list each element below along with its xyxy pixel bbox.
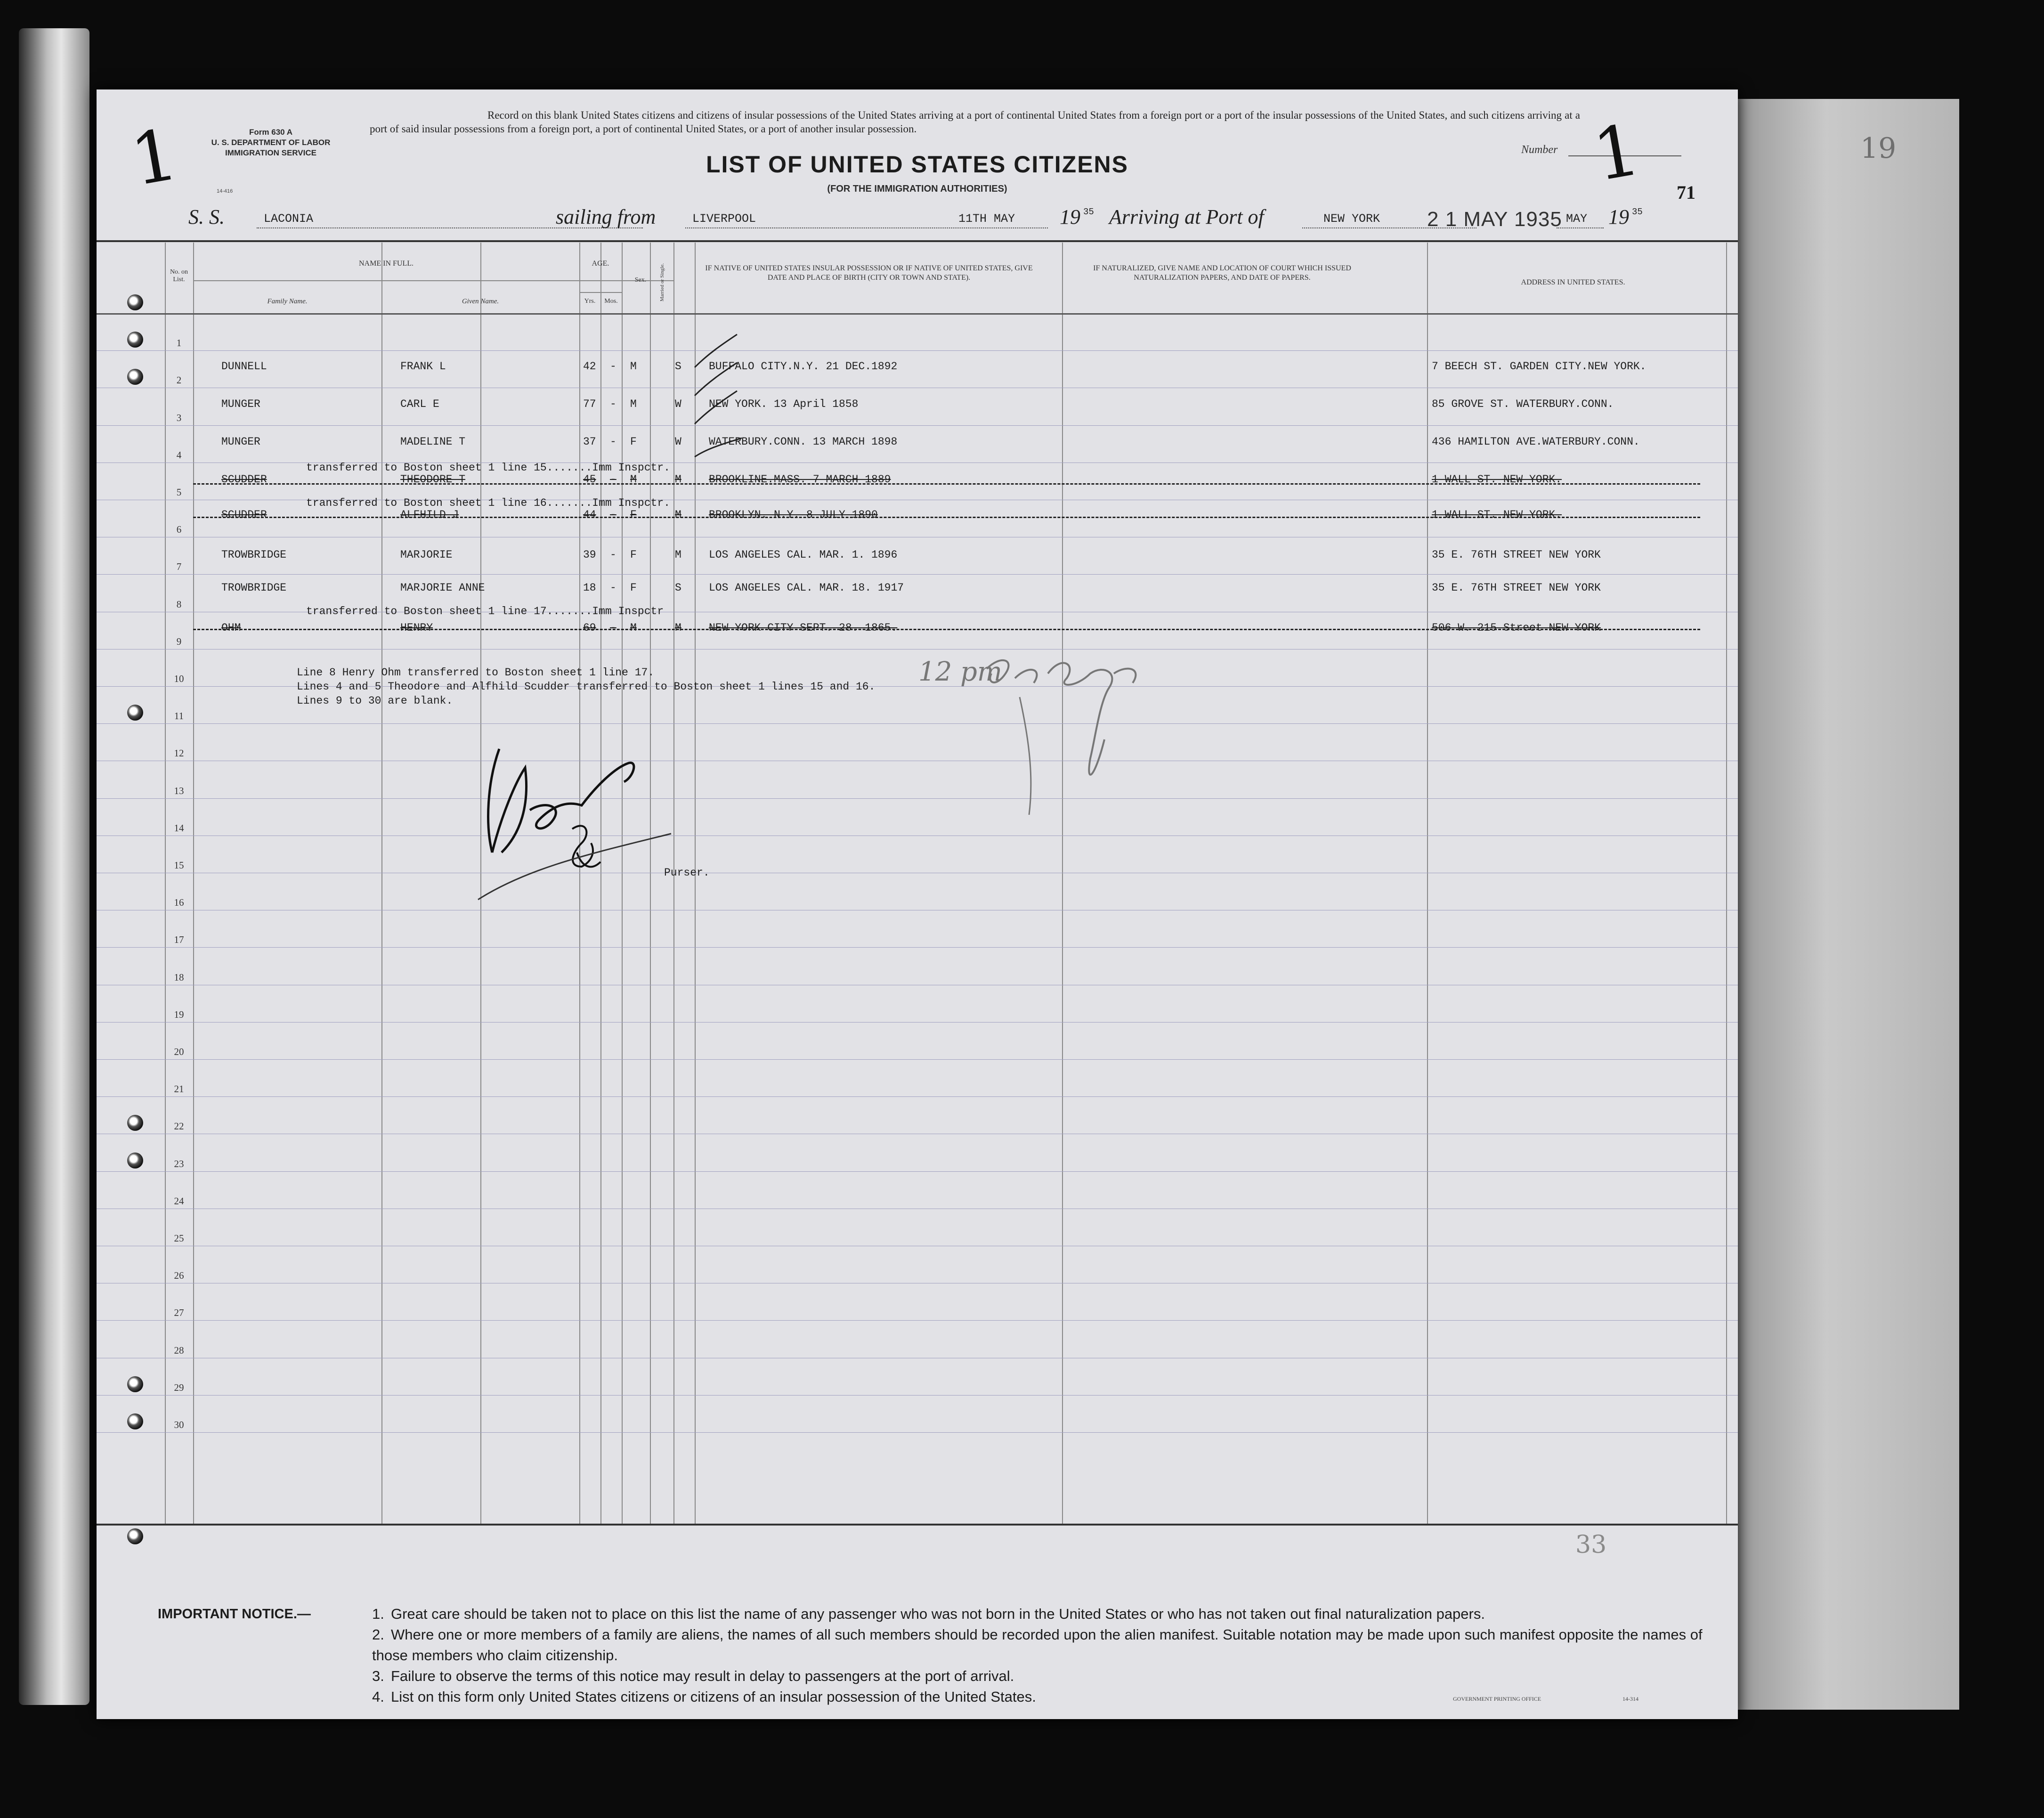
cell-family: SCUDDER xyxy=(221,473,267,486)
cell-ms: M xyxy=(675,622,681,634)
header-name-in-full: NAME IN FULL. xyxy=(359,260,414,268)
cell-sex: F xyxy=(630,582,637,594)
cell-birth: WATERBURY.CONN. 13 MARCH 1898 xyxy=(709,436,898,448)
hand-number-left: 1 xyxy=(125,114,184,202)
header-naturalized: IF NATURALIZED, GIVE NAME AND LOCATION OF COURT WHICH ISSUED NATURALIZATION PAPERS, AND DATE OF PAPERS. xyxy=(1093,264,1351,282)
cell-address: 35 E. 76TH STREET NEW YORK xyxy=(1432,549,1601,561)
arrive-year: 35 xyxy=(1632,207,1643,217)
cell-birth: BROOKLYN. N.Y. 8 JULY 1890 xyxy=(709,509,878,521)
header-top-rule xyxy=(97,240,1738,242)
cell-given: CARL E xyxy=(400,398,439,410)
cell-birth: LOS ANGELES CAL. MAR. 1. 1896 xyxy=(709,549,898,561)
inspector-signature xyxy=(907,645,1152,843)
row-number: 6 xyxy=(176,524,182,536)
row-number: 27 xyxy=(174,1307,184,1319)
column-divider xyxy=(1427,243,1428,1524)
header-married: Married or Single. xyxy=(659,263,665,302)
sail-date-underline xyxy=(949,227,1048,228)
row-number: 19 xyxy=(174,1008,184,1020)
notice-title: IMPORTANT NOTICE.— xyxy=(158,1607,311,1622)
cell-sex: M xyxy=(630,622,637,634)
header-sex: Sex. xyxy=(634,276,647,284)
binder-hole xyxy=(127,1115,143,1131)
binder-hole xyxy=(127,332,143,348)
page-number: 71 xyxy=(1677,182,1695,203)
cell-given: FRANK L xyxy=(400,360,446,373)
cell-age: 37 xyxy=(583,436,596,448)
row-number: 2 xyxy=(176,374,182,386)
strike-line-4 xyxy=(193,483,1700,485)
port-from: LIVERPOOL xyxy=(692,212,756,226)
arrive-year-prefix: 19 xyxy=(1608,205,1629,228)
remark-lines-4-5: Lines 4 and 5 Theodore and Alfhild Scudder transferred to Boston sheet 1 lines 15 and 16. xyxy=(297,681,876,693)
cell-mos: - xyxy=(610,360,616,373)
header-family-name: Family Name. xyxy=(267,298,308,305)
row-number: 5 xyxy=(176,487,182,498)
strike-line-8 xyxy=(193,629,1700,630)
row-number: 24 xyxy=(174,1195,184,1207)
cell-age: 69 xyxy=(583,622,596,634)
row-rule xyxy=(97,1432,1738,1433)
row-rule xyxy=(97,574,1738,575)
cell-birth: BROOKLINE.MASS. 7 MARCH 1889 xyxy=(709,473,891,486)
cell-given: HENRY xyxy=(400,622,433,634)
header-given-name: Given Name. xyxy=(462,298,499,305)
notice-item xyxy=(372,1604,1705,1624)
notice-item-number: 3. xyxy=(372,1668,384,1684)
cell-ms: W xyxy=(675,436,681,448)
side-page-mark: 19 xyxy=(1860,132,1897,165)
department-label: U. S. DEPARTMENT OF LABOR xyxy=(211,138,331,147)
cell-age: 45 xyxy=(583,473,596,486)
record-instructions: Record on this blank United States citizens and citizens of insular possessions of the United States arriving at a port of continental United States from a foreign port or a port of the insular possessions of the United States, and such citizens arriving at a port of said insular possessions from a foreign port, a port of continental United States, or a port of another insular possession. xyxy=(370,109,1580,135)
binder-hole xyxy=(127,1152,143,1169)
row-rule xyxy=(97,350,1738,351)
pencil-number: 33 xyxy=(1575,1531,1607,1559)
row-number: 7 xyxy=(176,561,182,573)
column-divider xyxy=(1062,243,1063,1524)
notice-item xyxy=(372,1666,1705,1687)
sailing-label: sailing from xyxy=(556,205,656,228)
header-birth: IF NATIVE OF UNITED STATES INSULAR POSSESSION OR IF NATIVE OF UNITED STATES, GIVE DATE AND PLACE OF BIRTH (CITY OR TOWN AND STATE). xyxy=(705,264,1033,282)
purser-label: Purser. xyxy=(664,867,710,879)
manifest-page xyxy=(97,89,1738,1719)
cell-given: MARJORIE xyxy=(400,549,453,561)
binder-hole xyxy=(127,1528,143,1544)
cell-given: ALFHILD J xyxy=(400,509,459,521)
cell-address: 85 GROVE ST. WATERBURY.CONN. xyxy=(1432,398,1614,410)
row-rule xyxy=(97,1059,1738,1060)
cell-family: DUNNELL xyxy=(221,360,267,373)
sail-date: 11TH MAY xyxy=(958,212,1015,226)
notice-item-number: 1. xyxy=(372,1606,384,1622)
row-number: 21 xyxy=(174,1083,184,1095)
row-number: 13 xyxy=(174,785,184,796)
voyage-row xyxy=(97,205,1738,233)
cell-address: 506 W. 215 Street NEW YORK xyxy=(1432,622,1601,634)
arrival-date-stamp: 2 1 MAY 1935 xyxy=(1427,208,1562,231)
cell-ms: M xyxy=(675,509,681,521)
cell-address: 1 WALL ST. NEW YORK. xyxy=(1432,509,1562,521)
port-to: NEW YORK xyxy=(1323,212,1380,226)
strike-line-5 xyxy=(193,517,1700,518)
transfer-note-line-5: transferred to Boston sheet 1 line 16.......Imm Inspctr. xyxy=(306,497,670,509)
page-subtitle: (FOR THE IMMIGRATION AUTHORITIES) xyxy=(827,184,1007,194)
binder-hole xyxy=(127,294,143,310)
ss-label: S. S. xyxy=(188,205,225,228)
notice-item-text: List on this form only United States citizens or citizens of an insular possession of the United States. xyxy=(391,1688,1036,1705)
cell-age: 77 xyxy=(583,398,596,410)
year-prefix: 19 xyxy=(1060,205,1080,228)
column-divider xyxy=(1726,243,1727,1524)
cell-sex: M xyxy=(630,398,637,410)
row-rule xyxy=(97,1171,1738,1172)
cell-age: 42 xyxy=(583,360,596,373)
row-number: 22 xyxy=(174,1120,184,1132)
row-number: 18 xyxy=(174,971,184,983)
binder-hole xyxy=(127,369,143,385)
row-number: 26 xyxy=(174,1270,184,1282)
row-number: 23 xyxy=(174,1158,184,1169)
row-rule xyxy=(97,1096,1738,1097)
gpo-code: 14-314 xyxy=(1622,1696,1638,1702)
page-title: LIST OF UNITED STATES CITIZENS xyxy=(706,151,1129,178)
table-bottom-rule xyxy=(97,1524,1738,1526)
row-number: 1 xyxy=(176,337,182,349)
row-rule xyxy=(97,1022,1738,1023)
transfer-note-line-4: transferred to Boston sheet 1 line 15.......Imm Inspctr. xyxy=(306,462,670,474)
header-mos: Mos. xyxy=(604,298,618,305)
row-number: 17 xyxy=(174,934,184,946)
row-rule xyxy=(97,947,1738,948)
row-number: 10 xyxy=(174,673,184,684)
arrive-month: MAY xyxy=(1566,212,1588,226)
notice-item-text: Great care should be taken not to place on this list the name of any passenger who was not born in the United States or who has not taken out final naturalization papers. xyxy=(391,1606,1485,1622)
cell-birth: NEW YORK CITY SEPT. 28. 1865. xyxy=(709,622,898,634)
inspector-time: 12 pm xyxy=(918,657,1003,687)
cell-address: 35 E. 76TH STREET NEW YORK xyxy=(1432,582,1601,594)
row-number: 30 xyxy=(174,1419,184,1430)
row-number: 4 xyxy=(176,449,182,461)
name-subheader-rule xyxy=(193,280,673,281)
row-number: 29 xyxy=(174,1381,184,1393)
row-number: 28 xyxy=(174,1344,184,1356)
cell-sex: F xyxy=(630,436,637,448)
cell-mos: - xyxy=(610,549,616,561)
row-number: 9 xyxy=(176,635,182,647)
column-divider xyxy=(165,243,166,1524)
cell-age: 39 xyxy=(583,549,596,561)
notice-list xyxy=(372,1604,1705,1707)
notice-item-number: 2. xyxy=(372,1626,384,1643)
row-rule xyxy=(97,1395,1738,1396)
header-no-on-list: No. on List. xyxy=(170,268,188,283)
row-rule xyxy=(97,1320,1738,1321)
cell-sex: F xyxy=(630,549,637,561)
binder-strip xyxy=(19,28,89,1705)
header-age: AGE. xyxy=(592,260,609,268)
remark-line-8: Line 8 Henry Ohm transferred to Boston sheet 1 line 17. xyxy=(297,666,655,679)
cell-birth: BUFFALO CITY.N.Y. 21 DEC.1892 xyxy=(709,360,898,373)
hand-number-right: 1 xyxy=(1587,109,1646,197)
cell-mos: - xyxy=(610,473,616,486)
column-divider xyxy=(381,243,382,1524)
cell-age: 44 xyxy=(583,509,596,521)
cell-ms: S xyxy=(675,360,681,373)
cell-given: THEODORE T xyxy=(400,473,466,486)
cell-given: MADELINE T xyxy=(400,436,466,448)
header-address: ADDRESS IN UNITED STATES. xyxy=(1521,278,1625,286)
cell-family: MUNGER xyxy=(221,436,260,448)
manifest-sheet xyxy=(97,89,1738,1719)
column-divider xyxy=(193,243,194,1524)
cell-ms: M xyxy=(675,473,681,486)
cell-mos: - xyxy=(610,398,616,410)
purser-signature xyxy=(473,711,709,956)
cell-sex: F xyxy=(630,509,637,521)
cell-given: MARJORIE ANNE xyxy=(400,582,485,594)
cell-family: MUNGER xyxy=(221,398,260,410)
binder-hole xyxy=(127,705,143,721)
form-code: 14-416 xyxy=(217,188,233,194)
age-subheader-rule xyxy=(579,292,622,293)
sail-year: 35 xyxy=(1083,207,1094,217)
cell-ms: M xyxy=(675,549,681,561)
remark-blank-lines: Lines 9 to 30 are blank. xyxy=(297,695,453,707)
cell-birth: LOS ANGELES CAL. MAR. 18. 1917 xyxy=(709,582,904,594)
row-number: 20 xyxy=(174,1046,184,1057)
row-number: 25 xyxy=(174,1233,184,1244)
row-number: 8 xyxy=(176,598,182,610)
cell-sex: M xyxy=(630,360,637,373)
row-number: 15 xyxy=(174,860,184,871)
arriving-label: Arriving at Port of xyxy=(1109,205,1264,228)
notice-item-number: 4. xyxy=(372,1688,384,1705)
cell-age: 18 xyxy=(583,582,596,594)
row-number: 14 xyxy=(174,822,184,834)
transfer-note-line-8: transferred to Boston sheet 1 line 17.......Imm Inspctr xyxy=(306,605,664,617)
cell-mos: - xyxy=(610,622,616,634)
notice-item-text: Failure to observe the terms of this notice may result in delay to passengers at the port of arrival. xyxy=(391,1668,1014,1684)
cell-ms: W xyxy=(675,398,681,410)
row-number: 3 xyxy=(176,412,182,423)
cell-address: 7 BEECH ST. GARDEN CITY.NEW YORK. xyxy=(1432,360,1647,373)
cell-family: TROWBRIDGE xyxy=(221,582,287,594)
row-number: 16 xyxy=(174,897,184,909)
cell-address: 436 HAMILTON AVE.WATERBURY.CONN. xyxy=(1432,436,1640,448)
cell-family: TROWBRIDGE xyxy=(221,549,287,561)
cell-sex: M xyxy=(630,473,637,486)
row-rule xyxy=(97,425,1738,426)
service-label: IMMIGRATION SERVICE xyxy=(225,148,316,157)
header-yrs: Yrs. xyxy=(584,298,596,305)
notice-item xyxy=(372,1624,1705,1666)
number-label: Number xyxy=(1521,144,1558,156)
ship-name: LACONIA xyxy=(264,212,314,226)
cell-mos: - xyxy=(610,582,616,594)
form-number: Form 630 A xyxy=(249,128,292,137)
binder-hole xyxy=(127,1376,143,1392)
gpo-label: GOVERNMENT PRINTING OFFICE xyxy=(1453,1696,1541,1702)
cell-address: 1 WALL ST. NEW YORK. xyxy=(1432,473,1562,486)
notice-item-text: Where one or more members of a family are aliens, the names of all such members should be recorded upon the alien manifest. Suitable notation may be made upon such manifest opposite the names of those members who claim citizenship. xyxy=(372,1626,1703,1664)
arrive-month-underline xyxy=(1557,227,1604,228)
cell-mos: - xyxy=(610,509,616,521)
row-number: 12 xyxy=(174,747,184,759)
binder-hole xyxy=(127,1413,143,1429)
header-bottom-rule xyxy=(97,313,1738,315)
cell-family: SCUDDER xyxy=(221,509,267,521)
cell-birth: NEW YORK. 13 April 1858 xyxy=(709,398,859,410)
cell-mos: - xyxy=(610,436,616,448)
cell-ms: S xyxy=(675,582,681,594)
adjacent-page xyxy=(1738,99,1959,1710)
row-number: 11 xyxy=(174,710,184,722)
cell-family: OHM xyxy=(221,622,241,634)
check-marks xyxy=(690,330,746,688)
